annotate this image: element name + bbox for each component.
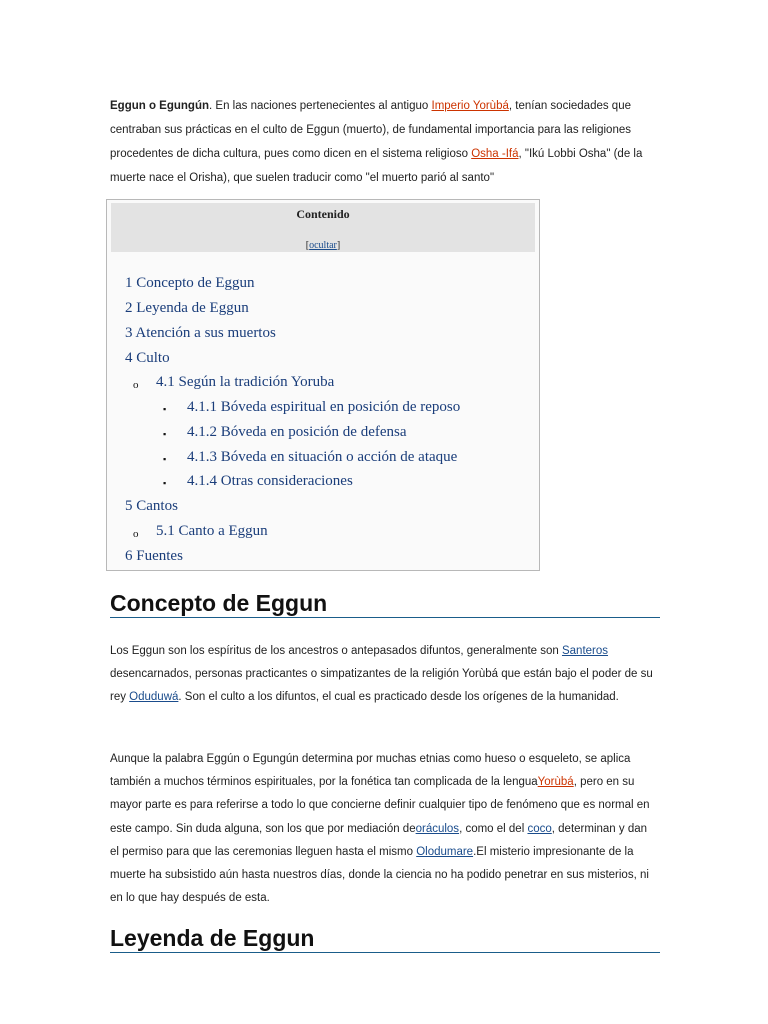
toc-item[interactable]: 3 Atención a sus muertos — [125, 325, 276, 341]
section-heading: Leyenda de Eggun — [110, 925, 315, 951]
paragraph-text: , determinan y dan el permiso para que las ceremonias lleguen hasta el mismo — [110, 822, 648, 858]
link-olodumare[interactable]: Olodumare — [416, 845, 474, 858]
toc-header — [111, 203, 535, 252]
intro-text-1: . En las naciones pertenecientes al antiguo — [209, 100, 432, 112]
section-heading-wrap — [110, 925, 660, 953]
toc-item[interactable]: 5.1 Canto a Eggun — [156, 523, 268, 539]
link-oraculos[interactable]: oráculos — [415, 822, 460, 835]
link-santeros[interactable]: Santeros — [561, 645, 609, 657]
intro-text-2: , tenían sociedades que centraban sus prácticas en el culto de Eggun (muerto), de fundamental importancia para las religiones procedentes de dicha cultura, pues como dicen en el sistema religioso — [110, 100, 631, 160]
toc-title: Contenido — [296, 207, 350, 221]
section-heading: Concepto de Eggun — [110, 590, 328, 616]
toc-item[interactable]: 1 Concepto de Eggun — [125, 275, 255, 291]
toc-item[interactable]: 4.1.1 Bóveda espiritual en posición de reposo — [187, 399, 461, 415]
toc-item[interactable]: 4.1.4 Otras consideraciones — [187, 473, 353, 489]
paragraph — [110, 640, 658, 710]
toc-toggle-close-bracket: ] — [336, 240, 341, 251]
toc-item[interactable]: 2 Leyenda de Eggun — [125, 300, 249, 316]
paragraph-text: , pero en su mayor parte es para referirse a todo lo que concierne definir cualquier tipo de fenómeno que es normal en este campo. Sin duda alguna, son los que por mediación de — [110, 776, 650, 835]
link-oduduwa[interactable]: Oduduwá — [129, 691, 179, 704]
paragraph-text: . Son el culto a los difuntos, el cual es practicado desde los orígenes de la humanidad. — [178, 691, 619, 704]
paragraph-text: Aunque la palabra Eggún o Egungún determina por muchas etnias como hueso o esqueleto, se aplica también a muchos términos espirituales, por la fonética tan complicada de la lengua — [110, 753, 631, 789]
toc-toggle-open-bracket: [ — [305, 240, 310, 251]
circle-bullet-icon: o — [133, 528, 139, 540]
toc-item[interactable]: 4 Culto — [125, 350, 170, 366]
toc-item[interactable]: 4.1.3 Bóveda en situación o acción de ataque — [187, 449, 458, 465]
toc-toggle — [111, 240, 535, 251]
square-bullet-icon: ▪ — [163, 478, 167, 488]
paragraph — [110, 748, 658, 910]
intro-paragraph — [110, 94, 655, 190]
link-yoruba[interactable]: Yorùbá — [537, 776, 574, 789]
table-of-contents — [106, 199, 540, 571]
link-osha-ifa[interactable]: Osha -Ifá — [471, 148, 519, 160]
paragraph-text: desencarnados, personas practicantes o simpatizantes de la religión Yorùbá que están bajo el poder de su rey — [110, 668, 653, 704]
square-bullet-icon: ▪ — [163, 454, 167, 464]
link-imperio-yoruba[interactable]: Imperio Yorùbá — [431, 100, 509, 112]
intro-text-3: , "Ikú Lobbi Osha" (de la muerte nace el Orisha), que suelen traducir como "el muerto parió al santo" — [110, 148, 643, 184]
circle-bullet-icon: o — [133, 379, 139, 391]
square-bullet-icon: ▪ — [163, 404, 167, 414]
toc-item[interactable]: 6 Fuentes — [125, 548, 183, 564]
square-bullet-icon: ▪ — [163, 429, 167, 439]
link-coco[interactable]: coco — [527, 822, 552, 835]
paragraph-text: .El misterio impresionante de la muerte ha subsistido aún hasta nuestros días, donde la ciencia no ha podido penetrar en sus misterios, ni en lo que hay después de esta. — [110, 845, 649, 905]
toc-hide-link[interactable]: ocultar — [309, 240, 337, 251]
paragraph-text: Los Eggun son los espíritus de los ancestros o antepasados difuntos, generalmente son — [110, 645, 562, 657]
intro-term: Eggun o Egungún — [110, 100, 210, 112]
toc-item[interactable]: 5 Cantos — [125, 498, 178, 514]
paragraph-text: , como el del — [459, 822, 528, 835]
section-heading-wrap — [110, 590, 660, 618]
toc-item[interactable]: 4.1.2 Bóveda en posición de defensa — [187, 424, 407, 440]
toc-item[interactable]: 4.1 Según la tradición Yoruba — [156, 374, 335, 390]
